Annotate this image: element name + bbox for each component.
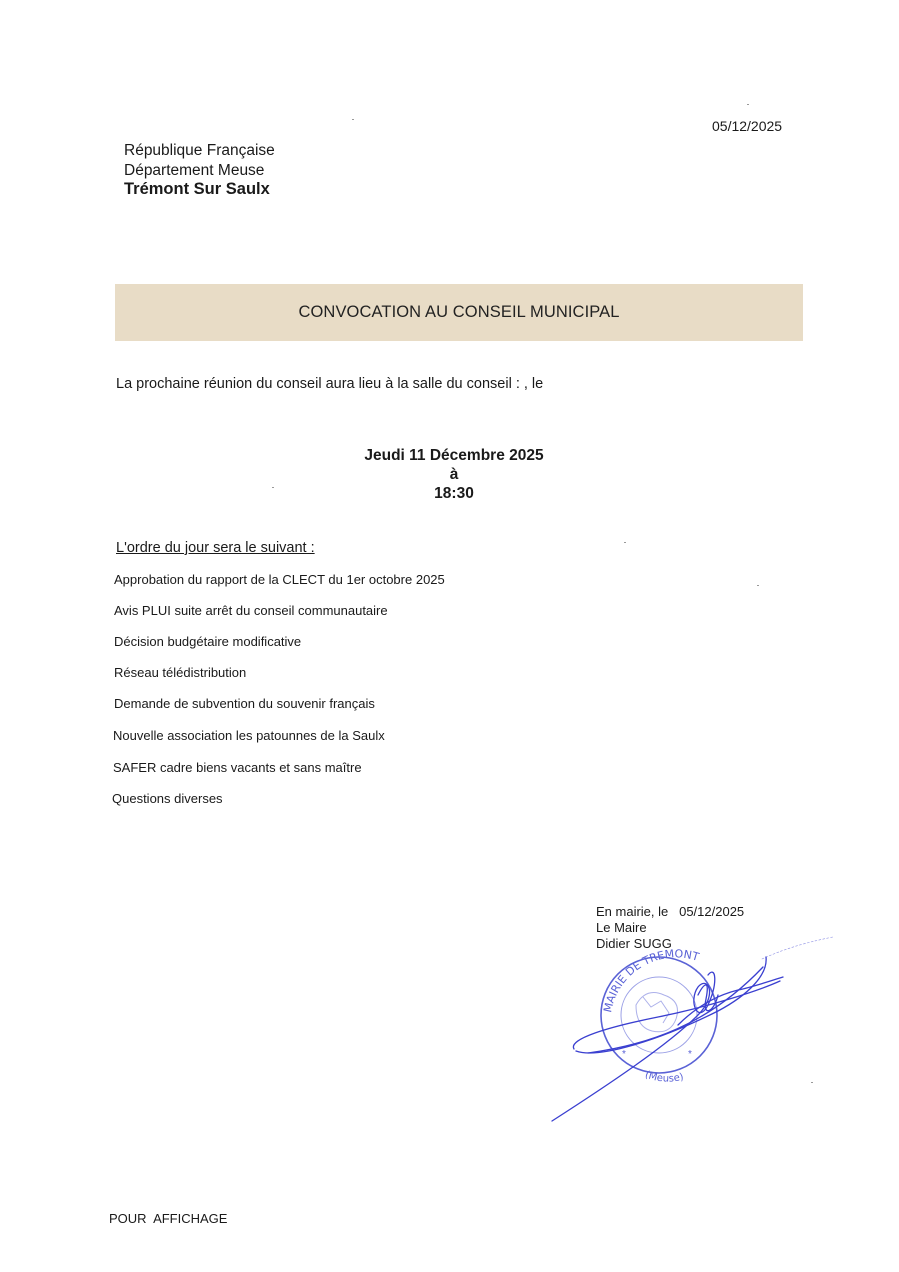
agenda-item: SAFER cadre biens vacants et sans maître xyxy=(113,760,362,775)
mairie-seal-and-signature xyxy=(548,935,838,1130)
meeting-date: Jeudi 11 Décembre 2025 xyxy=(364,447,544,464)
mairie-seal-icon xyxy=(601,947,717,1084)
scan-speck xyxy=(757,585,759,586)
municipality-line: Trémont Sur Saulx xyxy=(124,180,270,198)
agenda-item: Questions diverses xyxy=(112,791,223,806)
agenda-item: Décision budgétaire modificative xyxy=(114,634,302,649)
signature-role: Le Maire xyxy=(596,920,647,935)
seal-bottom-text: (Meuse) xyxy=(643,1069,685,1085)
seal-top-text: MAIRIE DE TREMONT xyxy=(601,947,701,1014)
agenda-item: Approbation du rapport de la CLECT du 1er octobre 2025 xyxy=(114,572,445,587)
title-banner xyxy=(115,284,803,341)
svg-text:(Meuse) xyxy=(643,1069,684,1084)
agenda-item: Demande de subvention du souvenir français xyxy=(114,696,375,711)
svg-text:*: * xyxy=(688,1049,692,1060)
signature-name: Didier SUGG xyxy=(596,936,672,951)
agenda-title: L'ordre du jour sera le suivant : xyxy=(116,540,315,556)
svg-text:*: * xyxy=(622,1049,626,1060)
meeting-time: 18:30 xyxy=(434,485,474,502)
document-date: 05/12/2025 xyxy=(712,118,783,134)
intro-text: La prochaine réunion du conseil aura lieu à la salle du conseil : , le xyxy=(116,376,544,392)
agenda-item: Avis PLUI suite arrêt du conseil communautaire xyxy=(114,603,388,618)
signature-place-date: En mairie, le 05/12/2025 xyxy=(596,904,745,919)
meeting-datetime xyxy=(254,446,654,503)
posting-notice: POUR AFFICHAGE xyxy=(109,1211,228,1226)
document-title: CONVOCATION AU CONSEIL MUNICIPAL xyxy=(298,303,620,321)
handwritten-signature-icon xyxy=(552,937,833,1121)
agenda-item: Réseau télédistribution xyxy=(114,665,247,680)
scan-speck xyxy=(811,1082,813,1083)
svg-text:MAIRIE DE TREMONT xyxy=(601,947,701,1013)
department-line: Département Meuse xyxy=(124,161,265,179)
country-line: République Française xyxy=(124,142,275,159)
letterhead xyxy=(124,141,275,200)
scan-speck xyxy=(272,487,274,488)
agenda-item: Nouvelle association les patounnes de la Saulx xyxy=(113,728,385,743)
scan-speck xyxy=(624,542,626,543)
meeting-connector: à xyxy=(449,466,459,483)
scan-speck xyxy=(747,104,749,105)
scan-speck xyxy=(352,119,354,120)
